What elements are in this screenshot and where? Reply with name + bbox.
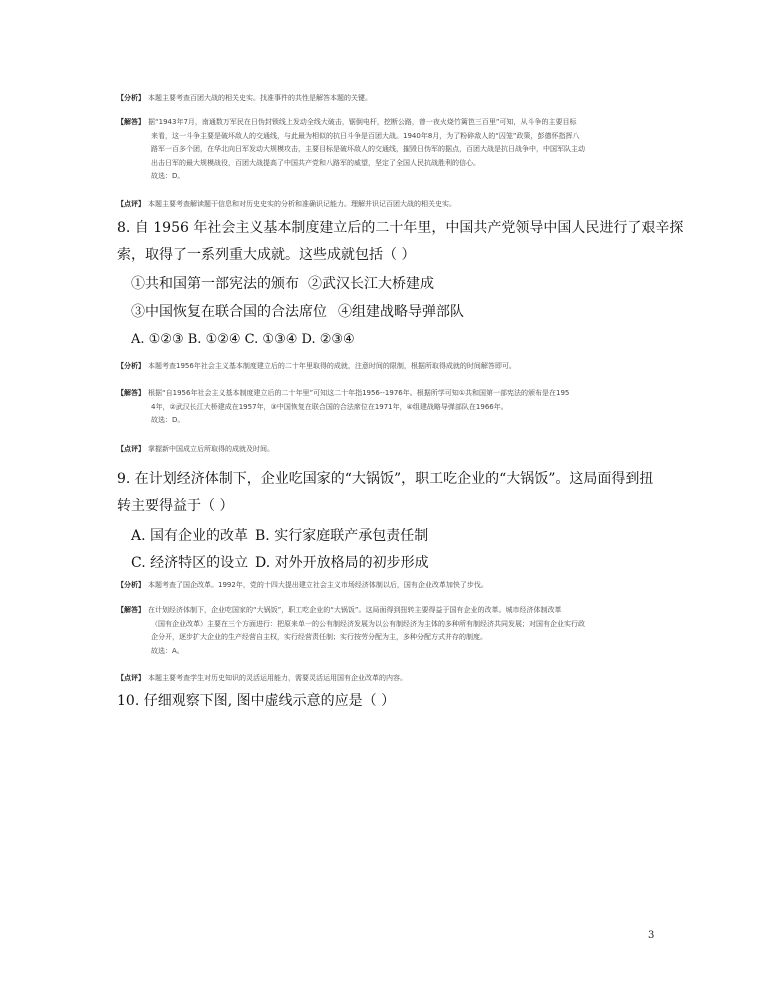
answer-line: 出击日军的最大规模战役，百团大战提高了中国共产党和八路军的威望，坚定了全国人民抗战胜利的信心。 (151, 158, 480, 167)
answer-line: 4年，②武汉长江大桥建成在1957年，③中国恢复在联合国的合法席位在1971年，④组建战略导弹部队在1966年。 (151, 402, 508, 411)
answer-line: 企分开，逐步扩大企业的生产经营自主权，实行经营责任制；实行按劳分配为主，多种分配方式并存的制度。 (151, 633, 487, 641)
q7-comment (117, 198, 717, 212)
answer-line: （国有企业改革）主要在三个方面进行：把原来单一的公有制经济发展为以公有制经济为主体的多种所有制经济共同发展；对国有企业实行政 (151, 619, 585, 628)
item-3: ③中国恢复在联合国的合法席位 (131, 304, 327, 320)
item-1: ①共和国第一部宪法的颁布 (131, 276, 299, 292)
answer-tag: 【解答】 (117, 389, 145, 397)
q8-answer (117, 387, 717, 428)
option-a: A. 国有企业的改革 (131, 528, 249, 544)
answer-line: 故选：A。 (151, 646, 184, 655)
question-stem: 索，取得了一系列重大成就。这些成就包括（ ） (117, 247, 416, 263)
question-stem: 9. 在计划经济体制下，企业吃国家的“大锅饭”，职工吃企业的“大锅饭”。这局面得到扭 (117, 471, 654, 487)
analysis-tag: 【分析】 (117, 362, 145, 370)
q8-comment (117, 443, 717, 457)
comment-text: 本题主要考查学生对历史知识的灵活运用能力，需要灵活运用国有企业改革的内容。 (148, 674, 407, 682)
answer-line: 来看，这一斗争主要是破坏敌人的交通线，与此最为相似的抗日斗争是百团大战。1940年8月，为了粉碎敌人的“囚笼”政策，彭德怀指挥八 (151, 131, 580, 140)
analysis-text: 本题考查1956年社会主义基本制度建立后的二十年里取得的成就，注意时间的限制，根据所取得成就的时间解答即可。 (148, 362, 516, 370)
answer-line: 故选：D。 (151, 416, 185, 424)
answer-line: 据“1943年7月，南通数万军民在日伪封锁线上发动全线大破击，锯倒电杆，挖断公路，曾一夜火烧竹篱笆三百里”可知，从斗争的主要目标 (148, 118, 577, 126)
answer-line: 故选：D。 (151, 172, 185, 180)
q8-analysis (117, 360, 717, 374)
comment-tag: 【点评】 (117, 200, 145, 208)
q7-answer (117, 116, 717, 184)
analysis-text: 本题考查了国企改革。1992年，党的十四大提出建立社会主义市场经济体制以后，国有企业改革加快了步伐。 (148, 581, 488, 589)
comment-text: 本题主要考查解读题干信息和对历史史实的分析和准确识记能力。理解并识记百团大战的相关史实。 (148, 200, 456, 208)
q7-analysis (117, 92, 717, 106)
question-stem: 8. 自 1956 年社会主义基本制度建立后的二十年里，中国共产党领导中国人民进行了艰辛探 (117, 220, 684, 236)
answer-choices: A. ①②③ B. ①②④ C. ①③④ D. ②③④ (131, 332, 355, 347)
option-d: D. 对外开放格局的初步形成 (255, 555, 429, 571)
comment-text: 掌握新中国成立后所取得的成就及时间。 (148, 445, 274, 453)
answer-line: 路军一百多个团，在华北向日军发动大规模攻击，主要目标是破坏敌人的交通线，摧毁日伪军的据点，百团大战是抗日战争中，中国军队主动 (151, 145, 585, 153)
q9-answer (117, 604, 717, 658)
answer-tag: 【解答】 (117, 118, 145, 126)
question-stem: 转主要得益于（ ） (117, 498, 234, 514)
analysis-text: 本题主要考查百团大战的相关史实。找准事件的共性是解答本题的关键。 (148, 94, 372, 102)
q9-comment (117, 672, 717, 686)
comment-tag: 【点评】 (117, 674, 145, 682)
answer-line: 根据“自1956年社会主义基本制度建立后的二十年里”可知这二十年指1956--1976年。根据所学可知①共和国第一部宪法的颁布是在195 (148, 389, 570, 397)
analysis-tag: 【分析】 (117, 581, 145, 589)
item-4: ④组建战略导弹部队 (338, 304, 464, 320)
item-2: ②武汉长江大桥建成 (308, 276, 434, 292)
q9-analysis (117, 579, 717, 593)
answer-tag: 【解答】 (117, 606, 145, 614)
option-b: B. 实行家庭联产承包责任制 (255, 528, 429, 544)
option-c: C. 经济特区的设立 (131, 555, 249, 571)
question-stem: 10. 仔细观察下图, 图中虚线示意的应是（ ） (117, 693, 396, 709)
answer-line: 在计划经济体制下，企业吃国家的“大锅饭”，职工吃企业的“大锅饭”。这局面得到扭转主要得益于国有企业的改革。城市经济体制改革 (148, 606, 562, 614)
analysis-tag: 【分析】 (117, 94, 145, 102)
page-number: 3 (648, 930, 655, 941)
comment-tag: 【点评】 (117, 445, 145, 453)
